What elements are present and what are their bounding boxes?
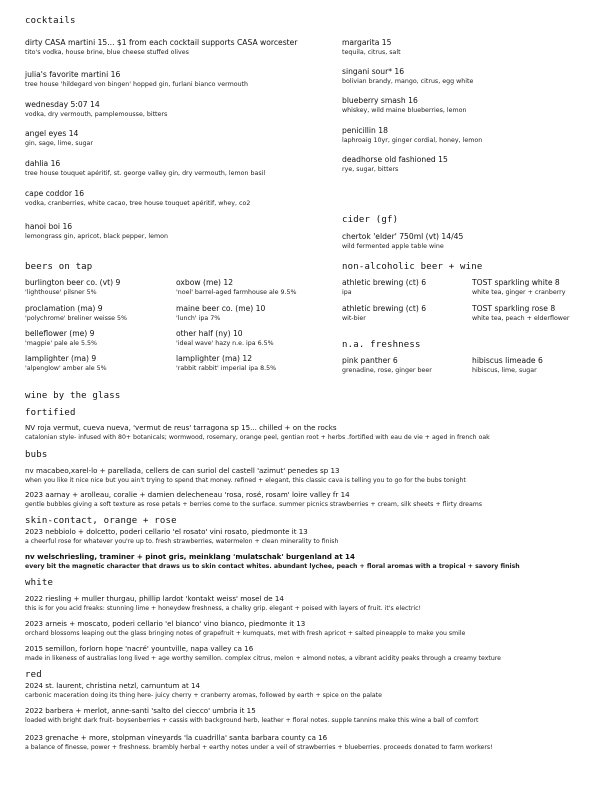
cocktail-name: deadhorse old fashioned 15	[342, 155, 448, 164]
na-item	[472, 304, 569, 323]
cocktail-name: julia's favorite martini 16	[25, 70, 121, 79]
cocktail-item	[342, 155, 448, 174]
cider-item	[342, 232, 463, 251]
cocktail-item	[25, 70, 248, 89]
na-name: pink panther 6	[342, 356, 398, 365]
cider-heading: cider (gf)	[342, 215, 399, 225]
wine-item	[25, 594, 421, 613]
red-heading: red	[25, 670, 42, 680]
na-name: TOST sparkling white 8	[472, 278, 560, 287]
na-name: athletic brewing (ct) 6	[342, 278, 427, 287]
na-name: athletic brewing (ct) 6	[342, 304, 427, 313]
skin-contact-heading: skin-contact, orange + rose	[25, 516, 177, 526]
beer-item	[176, 354, 276, 373]
beer-desc: 'lunch' ipa 7%	[176, 315, 221, 322]
wine-name: 2022 riesling + muller thurgau, phillip lardot 'kontakt weiss' mosel de 14	[25, 594, 284, 603]
cocktails-heading: cocktails	[25, 16, 76, 26]
cocktail-desc: laphroaig 10yr, ginger cordial, honey, lemon	[342, 137, 483, 144]
wine-item	[25, 706, 478, 725]
cocktail-item	[25, 129, 93, 148]
cocktail-desc: tree house 'hildegard von bingen' hopped gin, furlani bianco vermouth	[25, 81, 249, 88]
na-desc: grenadine, rose, ginger beer	[342, 367, 432, 374]
cocktail-name: wednesday 5:07 14	[25, 100, 100, 109]
wine-name: NV roja vermut, cueva nueva, 'vermut de reus' tarragona sp 15... chilled + on the rocks	[25, 423, 337, 432]
cocktail-item	[25, 159, 265, 178]
cocktail-desc: tree house touquet apéritif, st. george valley gin, dry vermouth, lemon basil	[25, 170, 266, 177]
cocktail-name: dirty CASA martini 15... $1 from each cocktail supports CASA worcester	[25, 38, 298, 47]
beer-desc: 'ideal wave' hazy n.e. ipa 6.5%	[176, 340, 274, 347]
wine-item	[25, 681, 382, 700]
wine-item	[25, 527, 338, 546]
beer-item	[25, 304, 127, 323]
beer-item	[25, 354, 107, 373]
na-item	[342, 304, 426, 323]
wine-desc: made in likeness of australias long lived + age worthy semillon. complex citrus, melon + almond notes, a vibrant acidity peaks through a creamy texture	[25, 655, 501, 662]
wine-desc: orchard blossoms leaping out the glass bringing notes of grapefruit + kumquats, met with fresh apricot + salted pineapple to make you smile	[25, 630, 466, 637]
wine-name: 2023 aarnay + arolleau, coralie + damien delecheneau 'rosa, rosé, rosam' loire valley fr 14	[25, 490, 350, 499]
wine-item	[25, 423, 490, 442]
beer-desc: 'polychrome' breliner weisse 5%	[25, 315, 128, 322]
cocktail-desc: tito's vodka, house brine, blue cheese stuffed olives	[25, 49, 189, 56]
wine-desc: a balance of finesse, power + freshness. brambly herbal + earthy notes under a veil of strawberries + blueberries. proceeds donated to farm workers!	[25, 744, 493, 751]
wine-name: 2024 st. laurent, christina netzl, carnuntum at 14	[25, 681, 201, 690]
cocktail-name: angel eyes 14	[25, 129, 79, 138]
cocktail-name: hanoi boi 16	[25, 222, 73, 231]
cocktail-name: penicillin 18	[342, 126, 388, 135]
na-desc: white tea, ginger + cranberry	[472, 289, 566, 296]
wine-desc: this is for you acid freaks: stunning lime + honeydew freshness, a chalky grip. elegant + poised with layers of fruit. it's electric!	[25, 605, 421, 612]
beer-name: burlington beer co. (vt) 9	[25, 278, 121, 287]
wine-item	[25, 733, 493, 752]
na-desc: hibiscus, lime, sugar	[472, 367, 537, 374]
cocktail-desc: lemongrass gin, apricot, black pepper, lemon	[25, 233, 168, 240]
beer-desc: 'magpie' pale ale 5.5%	[25, 340, 98, 347]
beer-item	[176, 304, 265, 323]
cocktail-item	[342, 38, 401, 57]
cider-desc: wild fermented apple table wine	[342, 243, 444, 250]
wine-item	[25, 466, 466, 485]
wine-name: 2023 grenache + more, stolpman vineyards 'la cuadrilla' santa barbara county ca 16	[25, 733, 328, 742]
wine-desc: carbonic maceration doing its thing here- juicy cherry + cranberry aromas, followed by earth + spice on the palate	[25, 692, 382, 699]
cocktail-desc: rye, sugar, bitters	[342, 166, 399, 173]
beer-desc: 'alpenglow' amber ale 5%	[25, 365, 107, 372]
cocktail-desc: gin, sage, lime, sugar	[25, 140, 93, 147]
fortified-heading: fortified	[25, 408, 76, 418]
wine-item	[25, 644, 501, 663]
na-desc: white tea, peach + elderflower	[472, 315, 570, 322]
cocktail-item	[25, 38, 297, 57]
na-name: hibiscus limeade 6	[472, 356, 543, 365]
cocktail-name: cape coddor 16	[25, 189, 85, 198]
cocktail-item	[342, 67, 473, 86]
beer-desc: 'rabbit rabbit' imperial ipa 8.5%	[176, 365, 277, 372]
beer-item	[25, 278, 120, 297]
beer-name: proclamation (ma) 9	[25, 304, 103, 313]
cocktail-item	[342, 96, 467, 115]
wine-desc: every bit the magnetic character that draws us to skin contact whites. abundant lychee, peach + floral aromas with a tropical + savory finish	[25, 563, 520, 570]
beer-name: oxbow (me) 12	[176, 278, 234, 287]
wine-heading: wine by the glass	[25, 391, 121, 401]
cocktail-desc: tequila, citrus, salt	[342, 49, 401, 56]
na-fresh-heading: n.a. freshness	[342, 340, 421, 350]
wine-name: 2022 barbera + merlot, anne-santi 'salto del ciecco' umbria it 15	[25, 706, 256, 715]
cocktail-desc: vodka, cranberries, white cacao, tree house touquet apéritif, whey, co2	[25, 200, 251, 207]
cocktail-item	[25, 189, 250, 208]
wine-name: 2015 semillon, forlorn hope 'nacré' yountville, napa valley ca 16	[25, 644, 254, 653]
cocktail-item	[25, 100, 167, 119]
wine-name: 2023 nebbiolo + dolcetto, poderi cellario 'el rosato' vini rosato, piedmonte it 13	[25, 527, 308, 536]
beer-name: lamplighter (ma) 12	[176, 354, 253, 363]
cocktail-item	[25, 222, 168, 241]
wine-desc: gentle bubbles giving a soft texture as rose petals + berries come to the surface. summer picnics strawberries + cream, silk sheets + flirty dreams	[25, 501, 483, 508]
cocktail-name: blueberry smash 16	[342, 96, 418, 105]
beer-name: other half (ny) 10	[176, 329, 243, 338]
na-item	[472, 356, 543, 375]
wine-item	[25, 619, 465, 638]
beer-item	[176, 278, 297, 297]
cocktail-name: dahlia 16	[25, 159, 61, 168]
wine-desc: catalonian style- infused with 80+ botanicals; wormwood, rosemary, orange peel, gentian root + herbs .fortified with eau de vie + aged in french oak	[25, 434, 490, 441]
beer-item	[176, 329, 274, 348]
na-desc: ipa	[342, 289, 352, 296]
white-heading: white	[25, 578, 54, 588]
na-item	[472, 278, 565, 297]
cocktail-desc: vodka, dry vermouth, pamplemousse, bitters	[25, 111, 168, 118]
wine-name: nv welschriesling, traminer + pinot gris, meinklang 'mulatschak' burgenland at 14	[25, 552, 355, 561]
cocktail-name: margarita 15	[342, 38, 392, 47]
cocktail-item	[342, 126, 482, 145]
beer-name: lamplighter (ma) 9	[25, 354, 97, 363]
cider-name: chertok 'elder' 750ml (vt) 14/45	[342, 232, 464, 241]
wine-name: 2023 arneis + moscato, poderi cellario 'el bianco' vino bianco, piedmonte it 13	[25, 619, 306, 628]
cocktail-desc: whiskey, wild maine blueberries, lemon	[342, 107, 467, 114]
na-beer-heading: non-alcoholic beer + wine	[342, 262, 483, 272]
wine-item	[25, 490, 482, 509]
na-name: TOST sparkling rose 8	[472, 304, 556, 313]
wine-desc: loaded with bright dark fruit- boysenberries + cassis with background herb, leather + floral notes. supple tannins make this wine a ball of comfort	[25, 717, 479, 724]
beer-item	[25, 329, 97, 348]
cocktail-desc: bolivian brandy, mango, citrus, egg white	[342, 78, 474, 85]
beers-heading: beers on tap	[25, 262, 93, 272]
na-item	[342, 356, 432, 375]
wine-name: nv macabeo,xarel-lo + parellada, cellers de can suriol del castell 'azimut' penedes sp 13	[25, 466, 340, 475]
na-desc: wit-bier	[342, 315, 366, 322]
bubs-heading: bubs	[25, 450, 48, 460]
beer-name: maine beer co. (me) 10	[176, 304, 266, 313]
na-item	[342, 278, 426, 297]
beer-desc: 'noel' barrel-aged farmhouse ale 9.5%	[176, 289, 297, 296]
wine-desc: when you like it nice nice but you ain't trying to spend that money. refined + elegant, this classic cava is telling you to go for the bubs tonight	[25, 477, 466, 484]
wine-desc: a cheerful rose for whatever you're up to. fresh strawberries, watermelon + clean minerality to finish	[25, 538, 339, 545]
cocktail-name: singani sour* 16	[342, 67, 405, 76]
wine-item	[25, 552, 520, 571]
beer-name: belleflower (me) 9	[25, 329, 95, 338]
beer-desc: 'lighthouse' pilsner 5%	[25, 289, 97, 296]
